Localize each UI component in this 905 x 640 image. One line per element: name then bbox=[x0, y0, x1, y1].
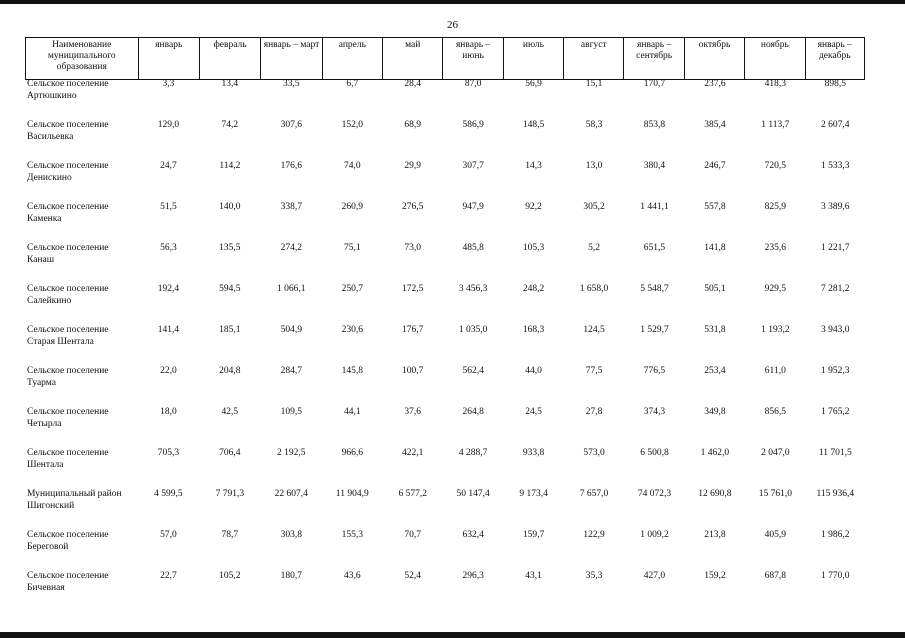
table-row bbox=[25, 324, 865, 365]
value-cell: 29,9 bbox=[404, 161, 421, 171]
value-cell: 22,7 bbox=[160, 571, 177, 581]
value-cell: 11 701,5 bbox=[818, 448, 852, 458]
value-cell: 56,3 bbox=[160, 243, 177, 253]
value-cell: 933,8 bbox=[522, 448, 545, 458]
municipality-name-cell: Сельское поселение Туарма bbox=[27, 366, 109, 388]
column-header: июль bbox=[503, 38, 563, 80]
value-cell: 4 288,7 bbox=[458, 448, 488, 458]
value-cell: 264,8 bbox=[462, 407, 484, 417]
table-row bbox=[25, 160, 865, 201]
value-cell: 115 936,4 bbox=[816, 489, 855, 499]
municipality-name-cell: Сельское поселение Береговой bbox=[27, 530, 109, 552]
value-cell: 898,5 bbox=[824, 79, 846, 89]
municipality-name-cell: Сельское поселение Денискино bbox=[27, 161, 109, 183]
value-cell: 405,9 bbox=[764, 530, 786, 540]
value-cell: 15,1 bbox=[585, 79, 603, 89]
value-cell: 22 607,4 bbox=[274, 489, 308, 499]
value-cell: 3 389,6 bbox=[821, 202, 850, 212]
value-cell: 422,1 bbox=[402, 448, 424, 458]
value-cell: 75,1 bbox=[343, 243, 361, 253]
value-cell: 129,0 bbox=[157, 120, 180, 130]
table-row bbox=[25, 570, 865, 611]
value-cell: 947,9 bbox=[462, 202, 484, 212]
value-cell: 1 066,1 bbox=[277, 284, 306, 294]
value-cell: 37,6 bbox=[404, 407, 421, 417]
table-row bbox=[25, 406, 865, 447]
value-cell: 611,0 bbox=[764, 366, 786, 376]
column-header-name: Наименование муниципального образования bbox=[26, 38, 139, 80]
value-cell: 159,7 bbox=[522, 530, 545, 540]
value-cell: 52,4 bbox=[404, 571, 421, 581]
municipality-name-cell: Сельское поселение Бичевная bbox=[27, 571, 109, 593]
value-cell: 2 607,4 bbox=[821, 120, 850, 130]
value-cell: 35,3 bbox=[585, 571, 603, 581]
value-cell: 159,2 bbox=[704, 571, 726, 581]
value-cell: 22,0 bbox=[160, 366, 177, 376]
table-row bbox=[25, 365, 865, 406]
value-cell: 1 533,3 bbox=[821, 161, 850, 171]
value-cell: 307,6 bbox=[280, 120, 302, 130]
value-cell: 260,9 bbox=[341, 202, 363, 212]
value-cell: 2 192,5 bbox=[277, 448, 306, 458]
value-cell: 74,2 bbox=[221, 120, 239, 130]
top-border-rule bbox=[0, 0, 905, 4]
bottom-border-rule bbox=[0, 632, 905, 638]
column-header: октябрь bbox=[684, 38, 744, 80]
value-cell: 42,5 bbox=[221, 407, 239, 417]
value-cell: 305,2 bbox=[583, 202, 605, 212]
value-cell: 6 500,8 bbox=[640, 448, 669, 458]
value-cell: 687,8 bbox=[764, 571, 786, 581]
value-cell: 11 904,9 bbox=[335, 489, 369, 499]
value-cell: 43,1 bbox=[525, 571, 542, 581]
value-cell: 594,5 bbox=[219, 284, 241, 294]
value-cell: 586,9 bbox=[462, 120, 484, 130]
value-cell: 172,5 bbox=[402, 284, 424, 294]
value-cell: 966,6 bbox=[341, 448, 363, 458]
value-cell: 856,5 bbox=[764, 407, 786, 417]
value-cell: 105,3 bbox=[522, 243, 545, 253]
table-row bbox=[25, 447, 865, 488]
value-cell: 276,5 bbox=[402, 202, 424, 212]
value-cell: 73,0 bbox=[404, 243, 421, 253]
value-cell: 204,8 bbox=[219, 366, 241, 376]
value-cell: 1 986,2 bbox=[821, 530, 850, 540]
value-cell: 4 599,5 bbox=[154, 489, 183, 499]
value-cell: 148,5 bbox=[522, 120, 545, 130]
value-cell: 825,9 bbox=[764, 202, 786, 212]
table-row bbox=[25, 78, 865, 119]
value-cell: 1 770,0 bbox=[821, 571, 850, 581]
value-cell: 1 221,7 bbox=[821, 243, 850, 253]
value-cell: 7 281,2 bbox=[821, 284, 850, 294]
value-cell: 1 441,1 bbox=[640, 202, 669, 212]
value-cell: 105,2 bbox=[219, 571, 241, 581]
value-cell: 3,3 bbox=[162, 79, 175, 89]
value-cell: 349,8 bbox=[704, 407, 726, 417]
value-cell: 141,8 bbox=[704, 243, 726, 253]
municipality-name-cell: Сельское поселение Старая Шентала bbox=[27, 325, 109, 347]
municipality-name-cell: Сельское поселение Шентала bbox=[27, 448, 109, 470]
value-cell: 5 548,7 bbox=[640, 284, 669, 294]
value-cell: 274,2 bbox=[280, 243, 302, 253]
value-cell: 338,7 bbox=[280, 202, 302, 212]
value-cell: 235,6 bbox=[764, 243, 786, 253]
value-cell: 74 072,3 bbox=[637, 489, 672, 499]
value-cell: 1 529,7 bbox=[640, 325, 669, 335]
value-cell: 1 462,0 bbox=[700, 448, 730, 458]
value-cell: 155,3 bbox=[341, 530, 363, 540]
value-cell: 307,7 bbox=[462, 161, 484, 171]
value-cell: 44,0 bbox=[525, 366, 542, 376]
municipality-name-cell: Сельское поселение Канаш bbox=[27, 243, 109, 265]
column-header: январь bbox=[138, 38, 199, 80]
table-row bbox=[25, 119, 865, 160]
value-cell: 505,1 bbox=[704, 284, 726, 294]
table-row bbox=[25, 488, 865, 529]
value-cell: 27,8 bbox=[585, 407, 603, 417]
value-cell: 6,7 bbox=[346, 79, 359, 89]
value-cell: 176,7 bbox=[402, 325, 424, 335]
value-cell: 114,2 bbox=[219, 161, 241, 171]
value-cell: 100,7 bbox=[402, 366, 424, 376]
table-row bbox=[25, 283, 865, 324]
value-cell: 250,7 bbox=[341, 284, 363, 294]
value-cell: 720,5 bbox=[764, 161, 786, 171]
value-cell: 170,7 bbox=[643, 79, 666, 89]
value-cell: 87,0 bbox=[464, 79, 482, 89]
value-cell: 7 791,3 bbox=[215, 489, 245, 499]
value-cell: 124,5 bbox=[583, 325, 605, 335]
value-cell: 5,2 bbox=[588, 243, 600, 253]
value-cell: 92,2 bbox=[525, 202, 542, 212]
value-cell: 12 690,8 bbox=[698, 489, 732, 499]
value-cell: 50 147,4 bbox=[456, 489, 490, 499]
value-cell: 573,0 bbox=[583, 448, 605, 458]
value-cell: 706,4 bbox=[219, 448, 241, 458]
table-header bbox=[25, 37, 865, 80]
value-cell: 776,5 bbox=[643, 366, 666, 376]
value-cell: 385,4 bbox=[704, 120, 726, 130]
value-cell: 284,7 bbox=[280, 366, 302, 376]
value-cell: 56,9 bbox=[525, 79, 542, 89]
value-cell: 78,7 bbox=[221, 530, 239, 540]
value-cell: 176,6 bbox=[280, 161, 302, 171]
value-cell: 1 765,2 bbox=[821, 407, 850, 417]
column-header: январь – июнь bbox=[443, 38, 503, 80]
value-cell: 7 657,0 bbox=[579, 489, 609, 499]
value-cell: 168,3 bbox=[522, 325, 545, 335]
value-cell: 28,4 bbox=[404, 79, 421, 89]
value-cell: 485,8 bbox=[462, 243, 484, 253]
municipality-name-cell: Сельское поселение Салейкино bbox=[27, 284, 109, 306]
column-header: февраль bbox=[199, 38, 260, 80]
value-cell: 9 173,4 bbox=[519, 489, 548, 499]
column-header: январь – март bbox=[261, 38, 322, 80]
value-cell: 1 952,3 bbox=[821, 366, 850, 376]
value-cell: 504,9 bbox=[280, 325, 302, 335]
value-cell: 70,7 bbox=[404, 530, 421, 540]
value-cell: 44,1 bbox=[343, 407, 361, 417]
table-row bbox=[25, 529, 865, 570]
value-cell: 651,5 bbox=[643, 243, 666, 253]
value-cell: 77,5 bbox=[585, 366, 603, 376]
value-cell: 43,6 bbox=[343, 571, 361, 581]
value-cell: 253,4 bbox=[704, 366, 726, 376]
municipality-name-cell: Муниципальный район Шигонский bbox=[27, 489, 122, 511]
value-cell: 427,0 bbox=[643, 571, 666, 581]
column-header: ноябрь bbox=[745, 38, 805, 80]
table-row bbox=[25, 242, 865, 283]
value-cell: 230,6 bbox=[341, 325, 363, 335]
value-cell: 135,5 bbox=[219, 243, 241, 253]
value-cell: 180,7 bbox=[280, 571, 302, 581]
table-row bbox=[25, 201, 865, 242]
value-cell: 531,8 bbox=[704, 325, 726, 335]
value-cell: 1 658,0 bbox=[579, 284, 609, 294]
page-number: 26 bbox=[447, 19, 458, 31]
value-cell: 152,0 bbox=[341, 120, 363, 130]
value-cell: 632,4 bbox=[462, 530, 484, 540]
value-cell: 145,8 bbox=[341, 366, 363, 376]
value-cell: 13,0 bbox=[585, 161, 603, 171]
table-body bbox=[25, 78, 865, 611]
value-cell: 192,4 bbox=[157, 284, 180, 294]
value-cell: 15 761,0 bbox=[758, 489, 792, 499]
value-cell: 18,0 bbox=[160, 407, 177, 417]
value-cell: 24,7 bbox=[160, 161, 177, 171]
value-cell: 705,3 bbox=[157, 448, 180, 458]
value-cell: 246,7 bbox=[704, 161, 726, 171]
value-cell: 57,0 bbox=[160, 530, 177, 540]
value-cell: 6 577,2 bbox=[398, 489, 427, 499]
header-row bbox=[26, 38, 865, 80]
value-cell: 74,0 bbox=[343, 161, 361, 171]
value-cell: 14,3 bbox=[525, 161, 542, 171]
data-table bbox=[25, 78, 865, 611]
value-cell: 3 456,3 bbox=[458, 284, 488, 294]
value-cell: 557,8 bbox=[704, 202, 726, 212]
municipality-name-cell: Сельское поселение Четырла bbox=[27, 407, 109, 429]
value-cell: 33,5 bbox=[282, 79, 300, 89]
value-cell: 248,2 bbox=[522, 284, 545, 294]
value-cell: 296,3 bbox=[462, 571, 484, 581]
value-cell: 418,3 bbox=[764, 79, 786, 89]
value-cell: 213,8 bbox=[704, 530, 726, 540]
value-cell: 1 193,2 bbox=[761, 325, 790, 335]
value-cell: 374,3 bbox=[643, 407, 666, 417]
column-header: январь – сентябрь bbox=[624, 38, 684, 80]
value-cell: 58,3 bbox=[585, 120, 603, 130]
municipality-name-cell: Сельское поселение Артюшкино bbox=[27, 79, 109, 101]
column-header: август bbox=[564, 38, 624, 80]
value-cell: 109,5 bbox=[280, 407, 302, 417]
value-cell: 853,8 bbox=[643, 120, 666, 130]
value-cell: 929,5 bbox=[764, 284, 786, 294]
value-cell: 1 113,7 bbox=[761, 120, 790, 130]
value-cell: 562,4 bbox=[462, 366, 484, 376]
value-cell: 303,8 bbox=[280, 530, 302, 540]
municipality-name-cell: Сельское поселение Васильевка bbox=[27, 120, 109, 142]
value-cell: 1 009,2 bbox=[640, 530, 669, 540]
column-header: январь – декабрь bbox=[805, 38, 864, 80]
column-header: май bbox=[383, 38, 443, 80]
value-cell: 13,4 bbox=[221, 79, 239, 89]
column-header: апрель bbox=[322, 38, 382, 80]
value-cell: 122,9 bbox=[583, 530, 605, 540]
value-cell: 380,4 bbox=[643, 161, 666, 171]
value-cell: 185,1 bbox=[219, 325, 241, 335]
municipality-name-cell: Сельское поселение Каменка bbox=[27, 202, 109, 224]
value-cell: 68,9 bbox=[404, 120, 421, 130]
value-cell: 2 047,0 bbox=[761, 448, 790, 458]
value-cell: 141,4 bbox=[157, 325, 180, 335]
value-cell: 24,5 bbox=[525, 407, 542, 417]
value-cell: 51,5 bbox=[160, 202, 177, 212]
value-cell: 3 943,0 bbox=[821, 325, 850, 335]
value-cell: 1 035,0 bbox=[458, 325, 488, 335]
value-cell: 140,0 bbox=[219, 202, 241, 212]
value-cell: 237,6 bbox=[704, 79, 726, 89]
